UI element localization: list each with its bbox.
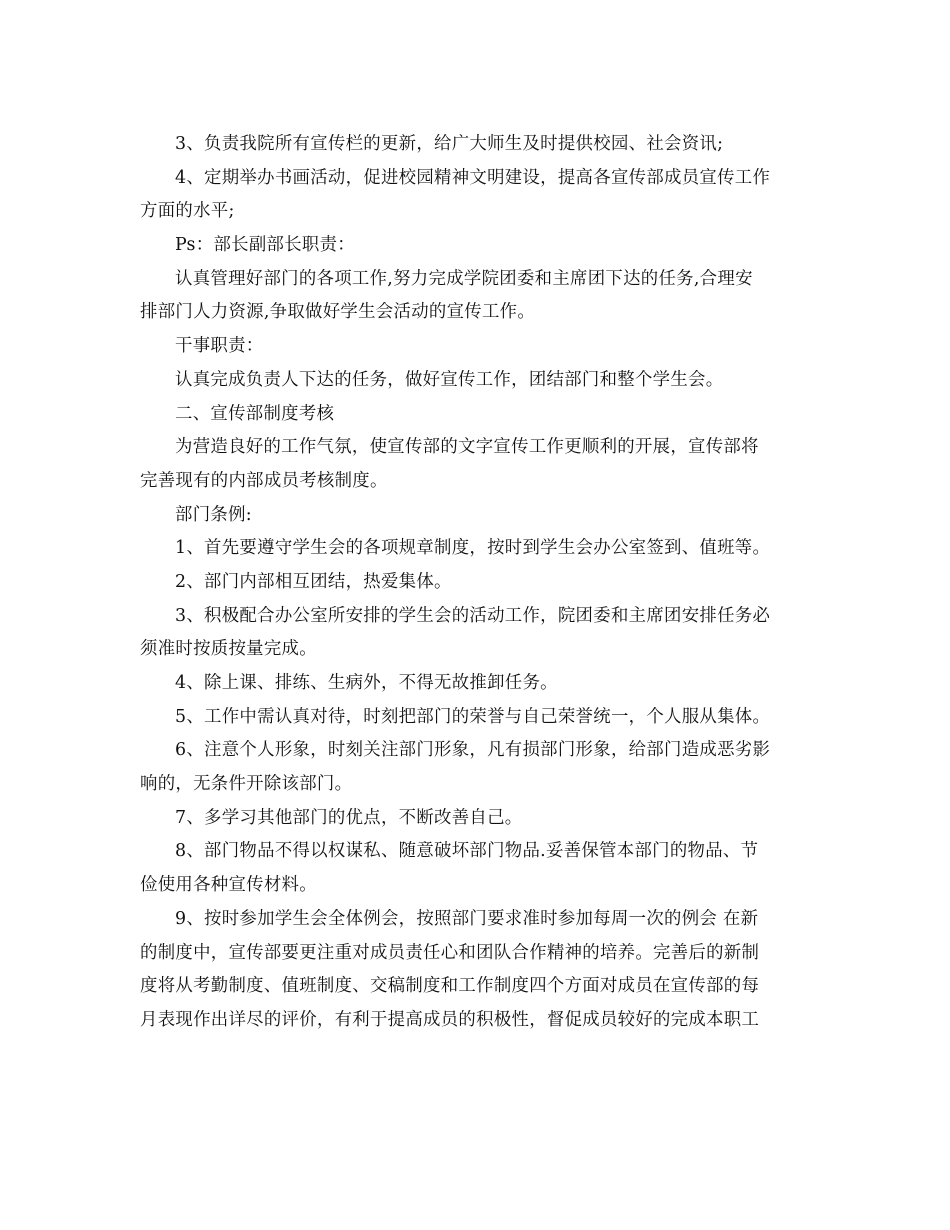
heading-staff-duties <box>140 330 808 364</box>
rule-item-9 <box>140 903 808 1038</box>
section-heading-assessment <box>140 398 808 432</box>
text-line: 响的，无条件开除该部门。 <box>140 774 353 795</box>
text-line: 方面的水平; <box>140 201 235 222</box>
text-line: 排部门人力资源,争取做好学生会活动的宣传工作。 <box>140 302 536 323</box>
rule-item-1 <box>140 532 808 566</box>
heading-leader-duties <box>140 229 808 263</box>
text-line: 的制度中，宣传部要更注重对成员责任心和团队合作精神的培养。完善后的新制 <box>140 942 760 963</box>
text-line: 2、部门内部相互团结，热爱集体。 <box>175 571 452 592</box>
text-line: 7、多学习其他部门的优点，不断改善自己。 <box>175 807 523 828</box>
paragraph-item-4 <box>140 162 808 229</box>
text-line: 4、除上课、排练、生病外，不得无故推卸任务。 <box>175 673 558 693</box>
text-line: 度将从考勤制度、值班制度、交稿制度和工作制度四个方面对成员在宣传部的每 <box>140 976 760 997</box>
rule-item-2 <box>140 566 808 600</box>
text-line: 5、工作中需认真对待，时刻把部门的荣誉与自己荣誉统一，个人服从集体。 <box>175 706 771 727</box>
rule-item-4 <box>140 667 808 701</box>
text-line: 须准时按质按量完成。 <box>140 639 317 660</box>
rule-item-8 <box>140 835 808 902</box>
paragraph-staff-duties <box>140 364 808 398</box>
rule-item-5 <box>140 701 808 735</box>
heading-department-rules <box>140 499 808 533</box>
paragraph-leader-duties <box>140 263 808 330</box>
document-body <box>140 128 808 1038</box>
text-line: 干事职责： <box>175 336 264 357</box>
text-line: 月表现作出详尽的评价，有利于提高成员的积极性，督促成员较好的完成本职工 <box>140 1009 760 1030</box>
paragraph-item-3 <box>140 128 808 162</box>
rule-item-6 <box>140 734 808 801</box>
text-line: 认真完成负责人下达的任务，做好宣传工作，团结部门和整个学生会。 <box>175 369 724 390</box>
text-line: Ps：部长副部长职责： <box>175 235 355 256</box>
text-line: 俭使用各种宣传材料。 <box>140 875 317 896</box>
text-line: 认真管理好部门的各项工作,努力完成学院团委和主席团下达的任务,合理安 <box>175 268 753 289</box>
rule-item-3 <box>140 600 808 667</box>
paragraph-assessment-intro <box>140 431 808 498</box>
text-line: 为营造良好的工作气氛，使宣传部的文字宣传工作更顺利的开展，宣传部将 <box>175 437 759 458</box>
rule-item-7 <box>140 802 808 836</box>
text-line: 部门条例: <box>175 504 252 525</box>
text-line: 6、注意个人形象，时刻关注部门形象，凡有损部门形象，给部门造成恶劣影 <box>175 740 771 761</box>
text-line: 8、部门物品不得以权谋私、随意破坏部门物品.妥善保管本部门的物品、节 <box>175 841 759 862</box>
text-line: 4、定期举办书画活动，促进校园精神文明建设，提高各宣传部成员宣传工作 <box>175 167 771 188</box>
text-line: 1、首先要遵守学生会的各项规章制度，按时到学生会办公室签到、值班等。 <box>175 538 771 559</box>
text-line: 完善现有的内部成员考核制度。 <box>140 470 388 491</box>
text-line: 9、按时参加学生会全体例会，按照部门要求准时参加每周一次的例会 在新 <box>175 908 759 929</box>
text-line: 二、宣传部制度考核 <box>175 403 335 424</box>
text-line: 3、负责我院所有宣传栏的更新，给广大师生及时提供校园、社会资讯; <box>175 134 724 154</box>
text-line: 3、积极配合办公室所安排的学生会的活动工作，院团委和主席团安排任务必 <box>175 605 771 626</box>
